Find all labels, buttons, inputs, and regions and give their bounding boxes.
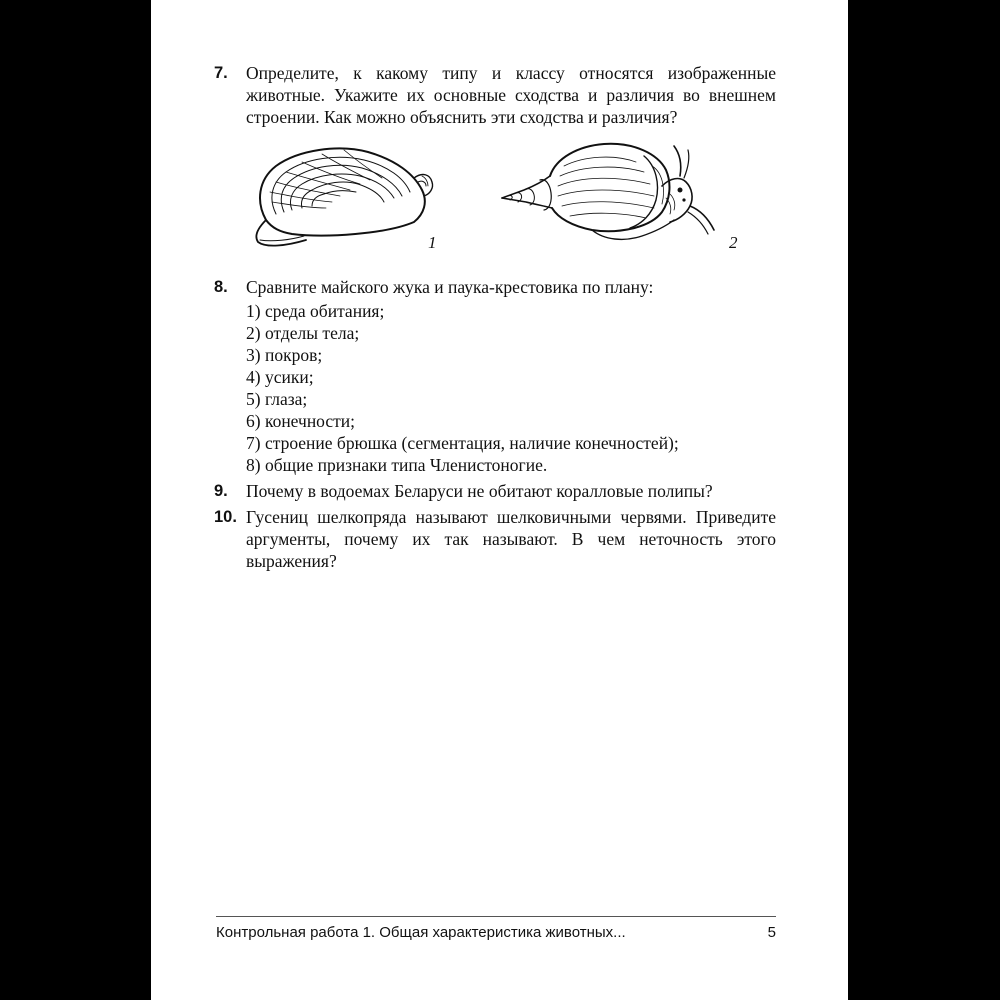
question-text: Сравните майского жука и паука-крестовика по плану: [246, 277, 654, 297]
page-number: 5 [767, 924, 776, 941]
list-item: 2) отделы тела; [246, 323, 360, 343]
figure-1-label: 1 [428, 233, 437, 252]
question-8 [216, 276, 776, 476]
list-item: 1) среда обитания; [246, 301, 385, 321]
list-item: 8) общие признаки типа Членистоногие. [246, 455, 548, 475]
page-content [216, 62, 776, 572]
pond-snail-illustration [494, 136, 724, 248]
question-number: 10. [214, 508, 237, 526]
list-item: 7) строение брюшка (сегментация, наличие конечностей); [246, 433, 679, 453]
question-text: Определите, к какому типу и классу относятся изображенные животные. Укажите их основные сходства и различия во внешнем строении. Как можно объяснить эти сходства и различия? [246, 63, 776, 127]
comparison-plan-list [246, 300, 776, 476]
question-text: Гусениц шелкопряда называют шелковичными червями. Приведите аргументы, почему их так называют. В чем неточность этого выражения? [246, 507, 776, 571]
figure-2-label: 2 [729, 233, 738, 252]
question-7 [216, 62, 776, 128]
question-9 [216, 480, 776, 502]
list-item: 3) покров; [246, 345, 323, 365]
list-item: 6) конечности; [246, 411, 356, 431]
figures-row [216, 136, 776, 264]
question-number: 8. [214, 278, 228, 296]
question-10 [216, 506, 776, 572]
page-footer [216, 916, 776, 941]
question-number: 9. [214, 482, 228, 500]
document-page [151, 0, 848, 1000]
footer-title: Контрольная работа 1. Общая характеристика животных... [216, 924, 626, 941]
bivalve-shell-illustration [246, 142, 436, 254]
list-item: 4) усики; [246, 367, 314, 387]
list-item: 5) глаза; [246, 389, 308, 409]
question-number: 7. [214, 64, 228, 82]
question-text: Почему в водоемах Беларуси не обитают коралловые полипы? [246, 481, 713, 501]
